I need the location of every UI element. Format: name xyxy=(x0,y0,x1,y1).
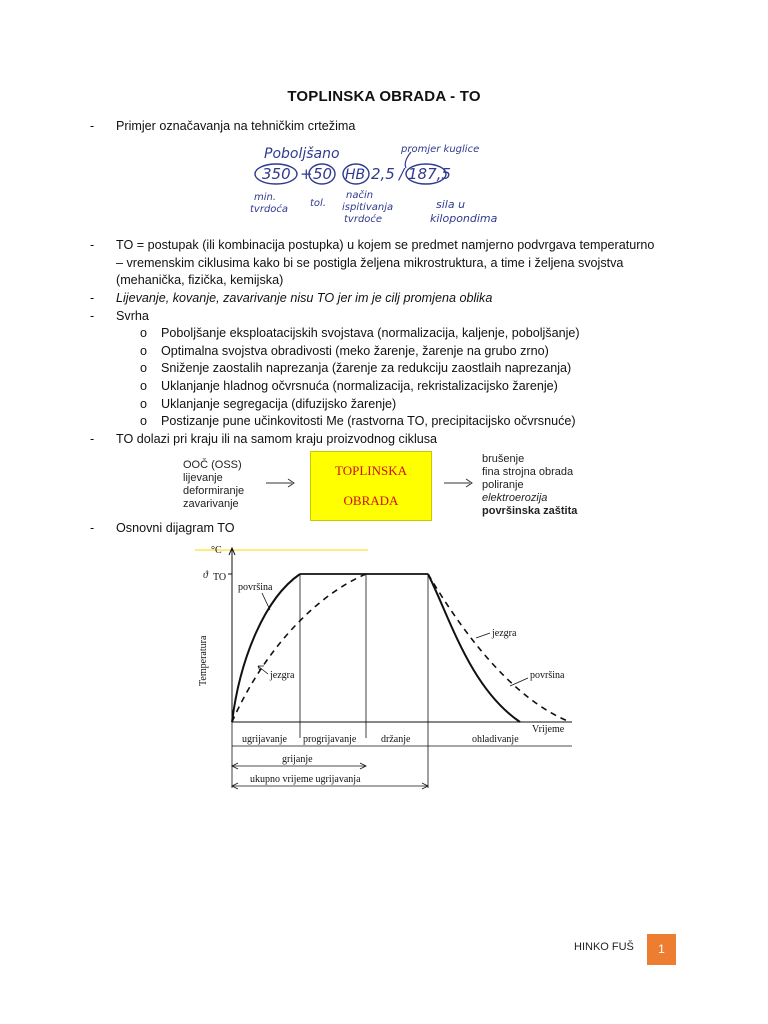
list-item: Sniženje zaostalih naprezanja (žarenje za redukciju zaostlaih naprezanja) xyxy=(161,361,572,375)
hw-note: min. xyxy=(254,192,277,203)
process-box xyxy=(310,451,432,521)
hw-note: tol. xyxy=(310,198,326,209)
handwritten-designation-sketch xyxy=(236,138,518,230)
hw-value: HB xyxy=(345,167,366,183)
hw-value: 50 xyxy=(313,165,333,183)
hw-note: način xyxy=(346,190,374,201)
process-input: OOČ (OSS) xyxy=(183,459,242,471)
dimension-label: grijanje xyxy=(282,754,313,765)
process-output: površinska zaštita xyxy=(482,505,578,517)
bullet-text: – vremenskim ciklusima kako bi se postigla željena mikrostruktura, a time i željena svojstva xyxy=(116,256,624,270)
sub-bullet-marker: o xyxy=(140,361,148,375)
process-box-line: OBRADA xyxy=(343,493,399,508)
bullet-marker: - xyxy=(90,291,95,305)
unit-label: °C xyxy=(211,545,222,556)
process-input: zavarivanje xyxy=(183,498,239,510)
process-output: fina strojna obrada xyxy=(482,466,574,478)
bullet-text: Primjer označavanja na tehničkim crtežima xyxy=(116,119,356,133)
core-cooling-curve xyxy=(428,574,570,722)
phase-label: ugrijavanje xyxy=(242,734,287,745)
footer-author: HINKO FUŠ xyxy=(574,941,634,953)
bullet-marker: - xyxy=(90,119,95,133)
bullet-marker: - xyxy=(90,432,95,446)
list-item: Optimalna svojstva obradivosti (meko žarenje, žarenje na grubo zrno) xyxy=(161,344,549,358)
curve-label: površina xyxy=(238,582,273,593)
theta-label: ϑ xyxy=(203,570,208,581)
arrow-right-icon xyxy=(444,478,474,488)
bullet-text: Svrha xyxy=(116,309,149,323)
dimension-label: ukupno vrijeme ugrijavanja xyxy=(250,774,361,785)
bullet-text: (mehanička, fizička, kemijska) xyxy=(116,273,284,287)
phase-label: progrijavanje xyxy=(303,734,357,745)
sub-bullet-marker: o xyxy=(140,397,148,411)
bullet-text: Osnovni dijagram TO xyxy=(116,521,235,535)
curve-label: jezgra xyxy=(270,670,295,681)
hw-label: promjer kuglice xyxy=(401,144,480,155)
hw-value: 350 xyxy=(262,165,291,183)
process-outputs xyxy=(482,453,577,518)
process-box-line: TOPLINSKA xyxy=(335,463,407,478)
hw-note: tvrdoće xyxy=(344,214,383,225)
core-heating-curve xyxy=(232,574,366,722)
sub-bullet-marker: o xyxy=(140,414,148,428)
page-title: TOPLINSKA OBRADA - TO xyxy=(287,88,481,105)
y-axis-label: Temperatura xyxy=(198,635,209,686)
arrow-right-icon xyxy=(266,478,296,488)
heat-treatment-diagram xyxy=(180,538,580,798)
process-output: poliranje xyxy=(482,479,524,491)
list-item: Poboljšanje eksploatacijskih svojstava (normalizacija, kaljenje, poboljšanje) xyxy=(161,326,580,340)
sub-bullet-marker: o xyxy=(140,379,148,393)
bullet-marker: - xyxy=(90,309,95,323)
list-item: Postizanje pune učinkovitosti Me (rastvorna TO, precipitacijsko očvrsnuće) xyxy=(161,414,576,428)
hw-note: kilopondima xyxy=(430,212,498,225)
list-item: Uklanjanje segregacija (difuzijsko žarenje) xyxy=(161,397,397,411)
curve-label: jezgra xyxy=(492,628,517,639)
process-input: lijevanje xyxy=(183,472,223,484)
list-item: Uklanjanje hladnog očvrsnuća (normalizacija, rekristalizacijsko žarenje) xyxy=(161,379,558,393)
bullet-text-italic: Lijevanje, kovanje, zavarivanje nisu TO jer im je cilj promjena oblika xyxy=(116,291,493,305)
theta-subscript: TO xyxy=(213,572,227,583)
hw-label: Poboljšano xyxy=(264,146,340,162)
hw-value: + xyxy=(300,165,313,183)
phase-label: držanje xyxy=(381,734,411,745)
process-output: elektroerozija xyxy=(482,492,548,504)
bullet-text: TO = postupak (ili kombinacija postupka) u kojem se predmet namjerno podvrgava temperaturno xyxy=(116,238,655,252)
hw-value: / xyxy=(399,165,405,183)
hw-note: sila u xyxy=(436,198,466,211)
bullet-text: TO dolazi pri kraju ili na samom kraju proizvodnog ciklusa xyxy=(116,432,438,446)
hw-note: ispitivanja xyxy=(342,202,394,213)
curve-label: površina xyxy=(530,670,565,681)
process-output: brušenje xyxy=(482,453,525,465)
phase-label: ohladivanje xyxy=(472,734,519,745)
hw-note: tvrdoća xyxy=(250,204,289,215)
x-axis-label: Vrijeme xyxy=(532,724,565,735)
bullet-marker: - xyxy=(90,521,95,535)
sub-bullet-marker: o xyxy=(140,344,148,358)
hw-value: 2,5 xyxy=(371,165,395,183)
process-inputs xyxy=(183,459,244,511)
hw-value: 187,5 xyxy=(408,165,451,183)
page-number: 1 xyxy=(647,934,676,965)
sub-bullet-marker: o xyxy=(140,326,148,340)
bullet-marker: - xyxy=(90,238,95,252)
process-input: deformiranje xyxy=(183,485,245,497)
